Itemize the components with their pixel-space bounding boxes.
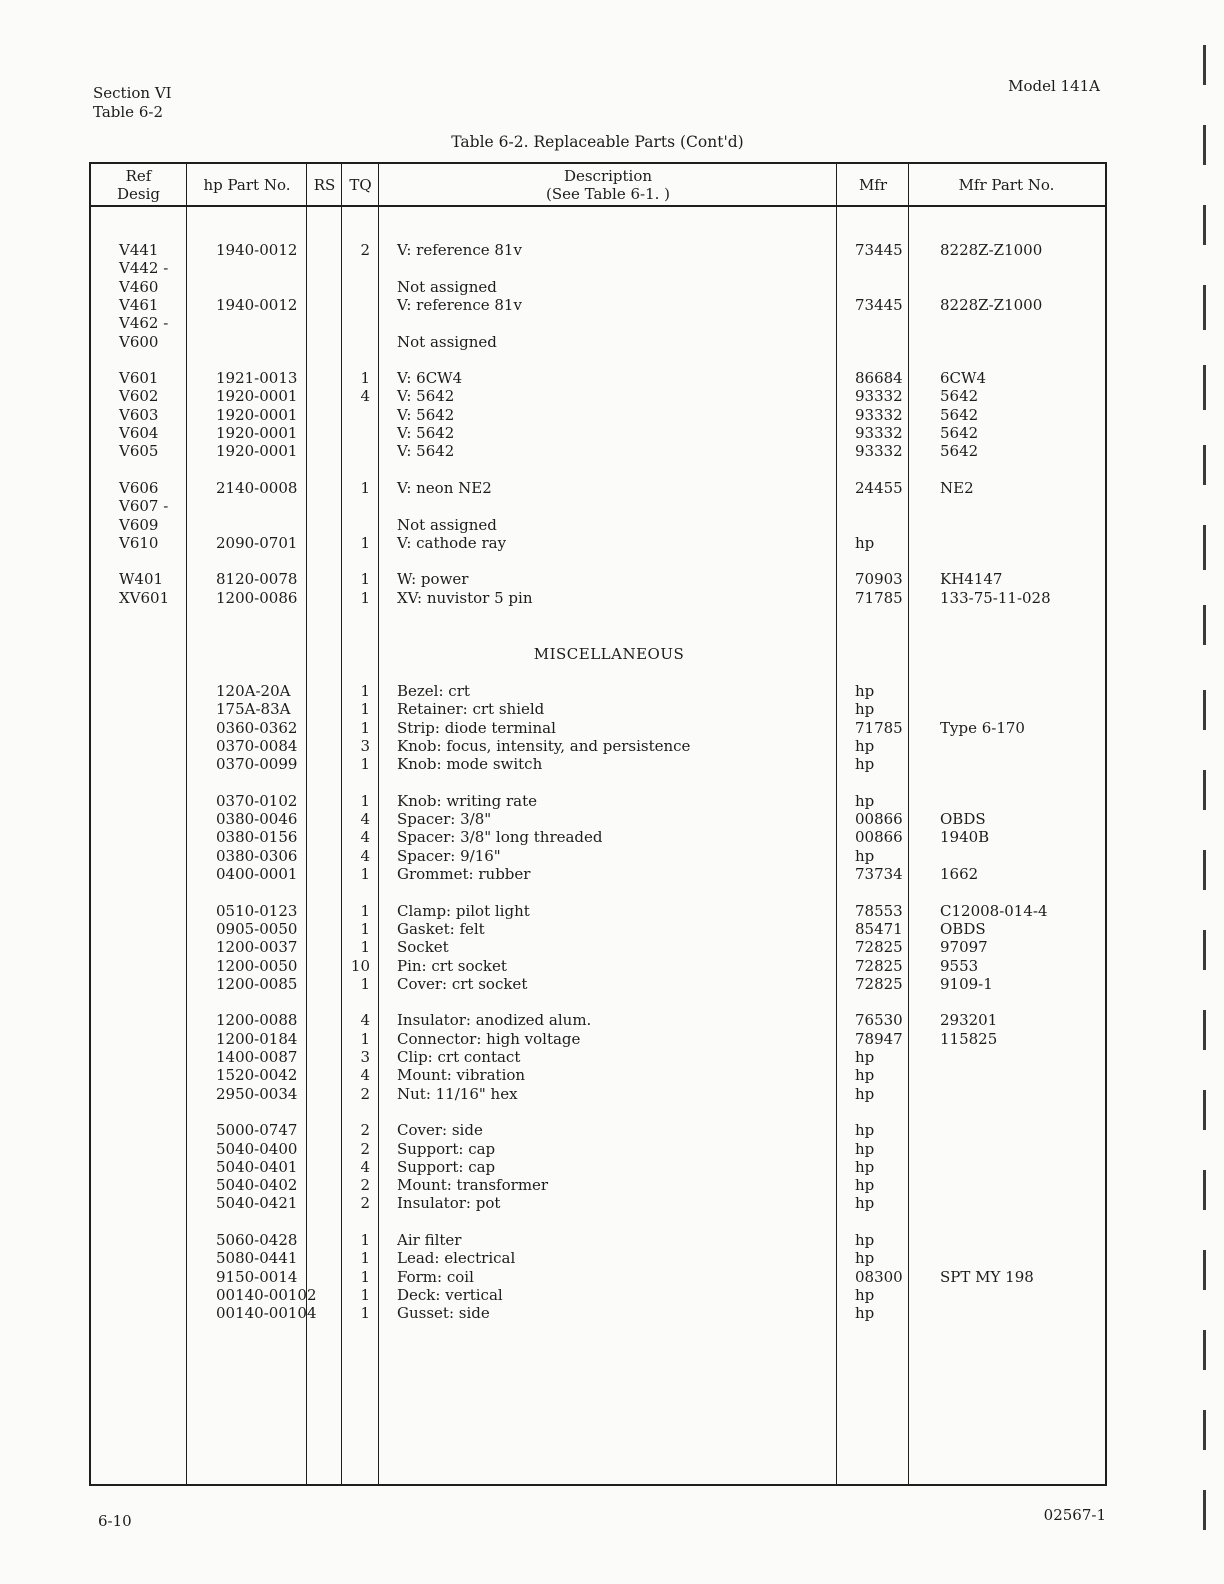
cell-tq: 1 xyxy=(360,1231,370,1249)
cell-mfr-part: 9553 xyxy=(940,956,979,975)
col-header-desig: Desig xyxy=(116,184,160,203)
col-header-ref: Ref xyxy=(125,166,152,185)
scan-mark xyxy=(1203,1410,1206,1450)
cell-tq: 4 xyxy=(360,828,370,847)
cell-part: 1200-0184 xyxy=(216,1029,298,1048)
misc-heading: MISCELLANEOUS xyxy=(533,645,685,663)
cell-desc: V: cathode ray xyxy=(397,533,507,552)
cell-desc: XV: nuvistor 5 pin xyxy=(397,588,533,607)
cell-mfr: hp xyxy=(855,1194,875,1213)
section-label xyxy=(93,84,172,122)
cell-ref: V605 xyxy=(119,442,159,461)
cell-desc: Deck: vertical xyxy=(397,1285,503,1304)
cell-tq: 1 xyxy=(360,1285,370,1304)
col-header-mfr: Mfr xyxy=(858,175,888,194)
page-number: 6-10 xyxy=(98,1512,132,1530)
cell-tq: 2 xyxy=(360,241,370,259)
cell-part: 5040-0402 xyxy=(216,1176,298,1195)
scan-mark xyxy=(1203,45,1206,85)
cell-desc: V: 6CW4 xyxy=(397,369,463,388)
cell-part: 0370-0102 xyxy=(216,791,298,810)
cell-desc: Support: cap xyxy=(397,1157,496,1176)
scan-mark xyxy=(1203,125,1206,165)
table-ref-text: Table 6-2 xyxy=(93,103,163,121)
cell-part: 0905-0050 xyxy=(216,919,298,938)
cell-part: 1921-0013 xyxy=(216,369,298,388)
scan-mark xyxy=(1203,605,1206,645)
cell-mfr-part: C12008-014-4 xyxy=(940,901,1048,920)
cell-desc: Cover: side xyxy=(397,1121,483,1140)
cell-mfr-part: 8228Z-Z1000 xyxy=(940,241,1043,259)
cell-desc: Air filter xyxy=(397,1231,462,1249)
cell-part: 1520-0042 xyxy=(216,1066,298,1085)
col-header-hp-part: hp Part No. xyxy=(203,175,291,194)
cell-mfr-part: 9109-1 xyxy=(940,974,993,993)
cell-part: 5060-0428 xyxy=(216,1231,298,1249)
cell-tq: 1 xyxy=(360,588,370,607)
cell-mfr: 93332 xyxy=(855,424,903,442)
cell-desc: Lead: electrical xyxy=(397,1249,516,1268)
column-rule xyxy=(341,162,342,1484)
cell-mfr: 93332 xyxy=(855,387,903,406)
cell-tq: 1 xyxy=(360,718,370,737)
cell-mfr: hp xyxy=(855,1121,875,1140)
cell-part: 1200-0088 xyxy=(216,1011,298,1030)
section-text: Section VI xyxy=(93,84,172,102)
cell-ref: V607 - xyxy=(119,497,169,516)
cell-mfr: hp xyxy=(855,1231,875,1249)
cell-mfr: hp xyxy=(855,791,875,810)
cell-part: 1200-0050 xyxy=(216,956,298,975)
scan-mark xyxy=(1203,1170,1206,1210)
scan-mark xyxy=(1203,1490,1206,1530)
cell-ref: V604 xyxy=(119,424,159,442)
cell-ref: W401 xyxy=(119,570,164,589)
cell-mfr: hp xyxy=(855,1285,875,1304)
cell-part: 00140-00102 xyxy=(216,1285,317,1304)
cell-desc: Mount: vibration xyxy=(397,1066,526,1085)
cell-desc: Knob: writing rate xyxy=(397,791,538,810)
column-rule xyxy=(908,162,909,1484)
cell-mfr: 71785 xyxy=(855,588,903,607)
col-header-tq: TQ xyxy=(349,175,372,194)
cell-tq: 4 xyxy=(360,1066,370,1085)
cell-desc: V: 5642 xyxy=(397,405,455,424)
cell-mfr-part: 5642 xyxy=(940,424,979,442)
cell-mfr: 72825 xyxy=(855,974,903,993)
cell-ref: V603 xyxy=(119,405,159,424)
cell-desc: Retainer: crt shield xyxy=(397,700,545,719)
col-header-ref-desig xyxy=(91,164,186,205)
cell-tq: 1 xyxy=(360,682,370,700)
cell-ref: V460 xyxy=(119,277,159,296)
cell-part: 1920-0001 xyxy=(216,405,298,424)
cell-part: 0360-0362 xyxy=(216,718,298,737)
cell-tq: 1 xyxy=(360,369,370,388)
cell-part: 0380-0156 xyxy=(216,828,298,847)
cell-tq: 1 xyxy=(360,1249,370,1268)
cell-desc: Spacer: 3/8" xyxy=(397,810,492,829)
cell-desc: Cover: crt socket xyxy=(397,974,528,993)
cell-desc: Nut: 11/16" hex xyxy=(397,1084,518,1103)
cell-desc: Insulator: pot xyxy=(397,1194,501,1213)
cell-tq: 4 xyxy=(360,810,370,829)
cell-mfr: 78553 xyxy=(855,901,903,920)
cell-desc: Pin: crt socket xyxy=(397,956,507,975)
cell-mfr-part: OBDS xyxy=(940,919,986,938)
cell-tq: 1 xyxy=(360,1267,370,1286)
cell-mfr: 93332 xyxy=(855,442,903,461)
cell-part: 0370-0099 xyxy=(216,755,298,774)
cell-part: 2090-0701 xyxy=(216,533,298,552)
cell-mfr-part: 293201 xyxy=(940,1011,998,1030)
cell-mfr: hp xyxy=(855,533,875,552)
cell-desc: V: reference 81v xyxy=(397,295,522,314)
cell-desc: Mount: transformer xyxy=(397,1176,549,1195)
cell-mfr: 73734 xyxy=(855,865,903,883)
cell-ref: V610 xyxy=(119,533,159,552)
cell-part: 1940-0012 xyxy=(216,241,298,259)
cell-tq: 2 xyxy=(360,1194,370,1213)
cell-mfr: 70903 xyxy=(855,570,903,589)
cell-desc: Form: coil xyxy=(397,1267,474,1286)
cell-desc: Strip: diode terminal xyxy=(397,718,556,737)
cell-mfr: 73445 xyxy=(855,241,903,259)
cell-mfr: 00866 xyxy=(855,810,903,829)
cell-mfr: hp xyxy=(855,682,875,700)
cell-tq: 4 xyxy=(360,1011,370,1030)
cell-tq: 4 xyxy=(360,846,370,865)
cell-mfr-part: 8228Z-Z1000 xyxy=(940,295,1043,314)
cell-desc: V: neon NE2 xyxy=(397,478,492,497)
cell-mfr: 08300 xyxy=(855,1267,903,1286)
cell-desc: Connector: high voltage xyxy=(397,1029,581,1048)
cell-part: 2950-0034 xyxy=(216,1084,298,1103)
cell-part: 1920-0001 xyxy=(216,424,298,442)
cell-desc: Not assigned xyxy=(397,332,497,351)
cell-desc: V: 5642 xyxy=(397,424,455,442)
cell-mfr: hp xyxy=(855,1176,875,1195)
scan-mark xyxy=(1203,525,1206,570)
cell-ref: V462 - xyxy=(119,314,169,333)
cell-mfr: hp xyxy=(855,846,875,865)
cell-desc: V: 5642 xyxy=(397,387,455,406)
col-header-mfr-part: Mfr Part No. xyxy=(958,175,1055,194)
scan-mark xyxy=(1203,205,1206,245)
cell-mfr-part: 5642 xyxy=(940,442,979,461)
cell-desc: Bezel: crt xyxy=(397,682,470,700)
cell-tq: 3 xyxy=(360,1048,370,1066)
scan-mark xyxy=(1203,1330,1206,1370)
cell-part: 1920-0001 xyxy=(216,387,298,406)
scan-mark xyxy=(1203,365,1206,410)
cell-desc: Knob: mode switch xyxy=(397,755,543,774)
cell-mfr: hp xyxy=(855,1139,875,1158)
cell-mfr: 24455 xyxy=(855,478,903,497)
cell-tq: 4 xyxy=(360,387,370,406)
cell-mfr: hp xyxy=(855,1249,875,1268)
scan-mark xyxy=(1203,445,1206,485)
cell-mfr-part: KH4147 xyxy=(940,570,1003,589)
col-header-desc-title: Description xyxy=(563,166,653,185)
cell-desc: V: reference 81v xyxy=(397,241,522,259)
scan-mark xyxy=(1203,285,1206,330)
cell-mfr: 86684 xyxy=(855,369,903,388)
cell-mfr-part: 6CW4 xyxy=(940,369,986,388)
cell-mfr-part: 115825 xyxy=(940,1029,998,1048)
cell-ref: V601 xyxy=(119,369,159,388)
cell-part: 8120-0078 xyxy=(216,570,298,589)
cell-desc: V: 5642 xyxy=(397,442,455,461)
cell-desc: Clamp: pilot light xyxy=(397,901,530,920)
cell-tq: 1 xyxy=(360,974,370,993)
cell-desc: Gusset: side xyxy=(397,1304,490,1323)
model-label: Model 141A xyxy=(1008,77,1100,95)
cell-desc: Insulator: anodized alum. xyxy=(397,1011,592,1030)
cell-tq: 1 xyxy=(360,1029,370,1048)
table-title: Table 6-2. Replaceable Parts (Cont'd) xyxy=(451,133,744,151)
cell-part: 5040-0421 xyxy=(216,1194,298,1213)
cell-desc: Knob: focus, intensity, and persistence xyxy=(397,736,691,755)
cell-tq: 1 xyxy=(360,791,370,810)
cell-tq: 10 xyxy=(350,956,370,975)
cell-mfr: hp xyxy=(855,1048,875,1066)
cell-tq: 1 xyxy=(360,755,370,774)
scan-mark xyxy=(1203,770,1206,810)
cell-part: 1200-0085 xyxy=(216,974,298,993)
cell-mfr: 00866 xyxy=(855,828,903,847)
cell-ref: V602 xyxy=(119,387,159,406)
cell-mfr: hp xyxy=(855,1304,875,1323)
cell-desc: Support: cap xyxy=(397,1139,496,1158)
cell-ref: V441 xyxy=(119,241,159,259)
cell-desc: Gasket: felt xyxy=(397,919,485,938)
cell-tq: 4 xyxy=(360,1157,370,1176)
cell-mfr: 73445 xyxy=(855,295,903,314)
cell-desc: Grommet: rubber xyxy=(397,865,531,883)
scan-mark xyxy=(1203,1090,1206,1130)
col-header-rs: RS xyxy=(313,175,336,194)
scan-mark xyxy=(1203,1010,1206,1050)
cell-part: 5040-0400 xyxy=(216,1139,298,1158)
cell-mfr-part: SPT MY 198 xyxy=(940,1267,1034,1286)
cell-part: 175A-83A xyxy=(216,700,291,719)
cell-part: 0380-0046 xyxy=(216,810,298,829)
cell-tq: 1 xyxy=(360,1304,370,1323)
cell-part: 00140-00104 xyxy=(216,1304,317,1323)
doc-number: 02567-1 xyxy=(1043,1506,1106,1524)
cell-mfr-part: NE2 xyxy=(940,478,974,497)
cell-mfr: hp xyxy=(855,1066,875,1085)
cell-tq: 1 xyxy=(360,865,370,883)
cell-ref: V461 xyxy=(119,295,159,314)
cell-tq: 2 xyxy=(360,1084,370,1103)
cell-desc: Not assigned xyxy=(397,515,497,534)
cell-mfr-part: 97097 xyxy=(940,938,988,957)
col-header-desc-note: (See Table 6-1. ) xyxy=(545,184,671,203)
cell-part: 1200-0086 xyxy=(216,588,298,607)
cell-part: 120A-20A xyxy=(216,682,291,700)
cell-mfr-part: 1662 xyxy=(940,865,979,883)
cell-part: 5080-0441 xyxy=(216,1249,298,1268)
cell-mfr-part: 1940B xyxy=(940,828,990,847)
cell-mfr: hp xyxy=(855,700,875,719)
cell-desc: Socket xyxy=(397,938,449,957)
scan-mark xyxy=(1203,690,1206,730)
cell-part: 1940-0012 xyxy=(216,295,298,314)
cell-part: 1400-0087 xyxy=(216,1048,298,1066)
cell-mfr: 78947 xyxy=(855,1029,903,1048)
cell-part: 0380-0306 xyxy=(216,846,298,865)
cell-mfr-part: 133-75-11-028 xyxy=(940,588,1051,607)
cell-ref: V600 xyxy=(119,332,159,351)
cell-tq: 2 xyxy=(360,1176,370,1195)
column-rule xyxy=(378,162,379,1484)
cell-tq: 1 xyxy=(360,533,370,552)
cell-mfr: hp xyxy=(855,736,875,755)
cell-ref: V606 xyxy=(119,478,159,497)
cell-part: 0400-0001 xyxy=(216,865,298,883)
cell-tq: 3 xyxy=(360,736,370,755)
cell-mfr: hp xyxy=(855,755,875,774)
cell-desc: Spacer: 3/8" long threaded xyxy=(397,828,603,847)
cell-tq: 1 xyxy=(360,478,370,497)
cell-tq: 2 xyxy=(360,1121,370,1140)
cell-desc: Not assigned xyxy=(397,277,497,296)
cell-mfr: hp xyxy=(855,1157,875,1176)
cell-mfr: 71785 xyxy=(855,718,903,737)
cell-part: 5040-0401 xyxy=(216,1157,298,1176)
cell-mfr: 93332 xyxy=(855,405,903,424)
cell-mfr: 76530 xyxy=(855,1011,903,1030)
cell-desc: Spacer: 9/16" xyxy=(397,846,501,865)
cell-tq: 1 xyxy=(360,901,370,920)
cell-mfr-part: 5642 xyxy=(940,387,979,406)
cell-desc: Clip: crt contact xyxy=(397,1048,521,1066)
cell-mfr-part: Type 6-170 xyxy=(940,718,1025,737)
cell-part: 2140-0008 xyxy=(216,478,298,497)
scan-mark xyxy=(1203,850,1206,890)
cell-part: 1920-0001 xyxy=(216,442,298,461)
cell-mfr: hp xyxy=(855,1084,875,1103)
cell-tq: 1 xyxy=(360,700,370,719)
cell-tq: 1 xyxy=(360,570,370,589)
cell-part: 0370-0084 xyxy=(216,736,298,755)
cell-mfr-part: 5642 xyxy=(940,405,979,424)
cell-ref: XV601 xyxy=(119,588,170,607)
cell-tq: 1 xyxy=(360,919,370,938)
cell-mfr: 72825 xyxy=(855,956,903,975)
header-rule xyxy=(89,205,1105,207)
cell-mfr-part: OBDS xyxy=(940,810,986,829)
cell-tq: 2 xyxy=(360,1139,370,1158)
cell-desc: W: power xyxy=(397,570,469,589)
cell-mfr: 85471 xyxy=(855,919,903,938)
cell-part: 0510-0123 xyxy=(216,901,298,920)
cell-part: 9150-0014 xyxy=(216,1267,298,1286)
cell-part: 1200-0037 xyxy=(216,938,298,957)
cell-part: 5000-0747 xyxy=(216,1121,298,1140)
cell-mfr: 72825 xyxy=(855,938,903,957)
cell-ref: V609 xyxy=(119,515,159,534)
column-rule xyxy=(836,162,837,1484)
cell-ref: V442 - xyxy=(119,259,169,278)
column-rule xyxy=(186,162,187,1484)
col-header-description xyxy=(380,164,836,205)
scan-mark xyxy=(1203,930,1206,970)
cell-tq: 1 xyxy=(360,938,370,957)
scan-mark xyxy=(1203,1250,1206,1290)
